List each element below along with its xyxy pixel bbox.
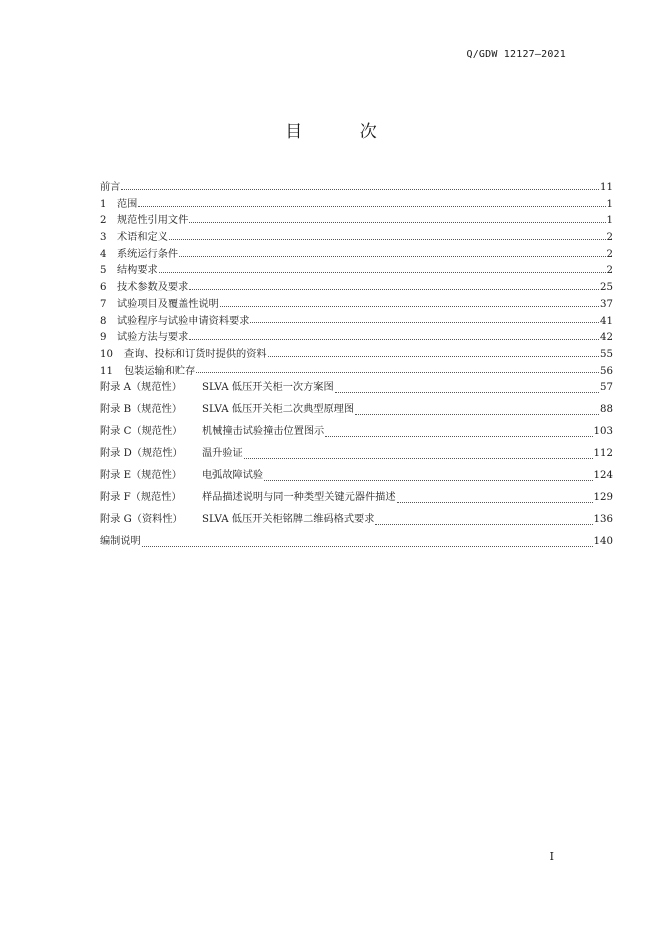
toc-entry-title: 包装运输和贮存 [124, 365, 196, 377]
toc-entry-label [100, 400, 354, 415]
toc-entry[interactable] [100, 488, 613, 510]
toc-entry-page: 41 [600, 315, 613, 327]
toc-entry[interactable] [100, 228, 613, 245]
toc-entry-number: 8 [100, 315, 107, 327]
toc-entry-number: 附录 C（规范性） [100, 426, 183, 438]
toc-entry-label [100, 488, 396, 503]
toc-entry-title: 样品描述说明与同一种类型关键元器件描述 [202, 492, 396, 504]
toc-entry-page: 57 [600, 382, 613, 394]
toc-entry-label [100, 245, 178, 260]
toc-leader-dots [189, 214, 605, 223]
toc-entry[interactable] [100, 400, 613, 422]
toc-entry-title: 温升验证 [202, 448, 243, 460]
toc-entry[interactable] [100, 211, 613, 228]
toc-entry-number: 9 [100, 332, 107, 344]
toc-entry-page: 88 [600, 404, 613, 416]
toc-entry[interactable] [100, 328, 613, 345]
toc-leader-dots [397, 494, 593, 503]
toc-entry-page: 1 [606, 215, 613, 227]
toc-leader-dots [220, 298, 599, 307]
toc-leader-dots [355, 406, 599, 415]
toc-entry-number: 11 [100, 365, 113, 377]
toc-entry-page: 103 [593, 426, 613, 438]
toc-leader-dots [325, 428, 592, 437]
toc-entry-page: 2 [606, 265, 613, 277]
toc-leader-dots [189, 281, 599, 290]
toc-entry-number: 3 [100, 232, 107, 244]
toc-entry-title: 系统运行条件 [117, 248, 179, 260]
toc-entry-page: 140 [593, 536, 613, 548]
toc-leader-dots [142, 538, 593, 547]
toc-entry-page: 136 [593, 514, 613, 526]
toc-entry[interactable] [100, 510, 613, 532]
toc-entry-page: 11 [600, 182, 613, 193]
toc-entry-page: 124 [593, 470, 613, 482]
toc-entry-label [100, 422, 324, 437]
toc-entry-page: 2 [606, 248, 613, 260]
toc-leader-dots [138, 198, 605, 207]
toc-entry-number: 1 [100, 198, 107, 210]
toc-entry-label [100, 211, 188, 226]
toc-entry-page: 55 [600, 348, 613, 360]
toc-entry-page: 37 [600, 298, 613, 310]
toc-entry-label [100, 532, 141, 547]
toc-leader-dots [264, 472, 592, 481]
toc-entry-label [100, 362, 195, 377]
toc-entry-title: 试验程序与试验申请资料要求 [117, 315, 250, 327]
toc-entry-title: SLVA 低压开关柜铭牌二维码格式要求 [202, 514, 375, 526]
toc-entry-number: 附录 E（规范性） [100, 470, 182, 482]
toc-leader-dots [335, 384, 599, 393]
toc-entry-title: 查询、投标和订货时提供的资料 [124, 348, 267, 360]
toc-entry-page: 112 [593, 448, 613, 460]
toc-entry-title: 电弧故障试验 [202, 470, 264, 482]
toc-entry-title: SLVA 低压开关柜一次方案图 [202, 382, 334, 394]
toc-entry-title: 试验项目及覆盖性说明 [117, 298, 219, 310]
toc-entry-page: 25 [600, 282, 613, 294]
document-code: Q/GDW 12127—2021 [466, 49, 566, 60]
toc-entry[interactable] [100, 362, 613, 379]
toc-entry[interactable] [100, 345, 613, 362]
toc-entry-number: 附录 F（规范性） [100, 492, 182, 504]
toc-leader-dots [268, 348, 599, 357]
toc-entry-number: 10 [100, 348, 113, 360]
toc-entry[interactable] [100, 178, 613, 195]
page-number: I [549, 850, 554, 863]
toc-entry[interactable] [100, 532, 613, 554]
toc-entry-page: 56 [600, 365, 613, 377]
toc-entry-title: 试验方法与要求 [117, 332, 189, 344]
toc-entry-number: 附录 D（规范性） [100, 448, 183, 460]
toc-entry-number: 附录 G（资料性） [100, 514, 183, 526]
toc-entry-number: 附录 A（规范性） [100, 382, 182, 394]
toc-entry[interactable] [100, 422, 613, 444]
toc-entry-label [100, 228, 168, 243]
toc-entry-label [100, 378, 334, 393]
toc-leader-dots [244, 450, 593, 459]
toc-entry[interactable] [100, 195, 613, 212]
toc-entry-label [100, 195, 137, 210]
toc-entry-label [100, 328, 188, 343]
toc-entry-label [100, 444, 243, 459]
toc-entry-label [100, 278, 188, 293]
toc-leader-dots [196, 364, 599, 373]
toc-leader-dots [159, 264, 606, 273]
toc-entry[interactable] [100, 378, 613, 400]
toc-leader-dots [375, 516, 592, 525]
toc-entry-title: 结构要求 [117, 265, 158, 277]
toc-entry-page: 129 [593, 492, 613, 504]
toc-entry-number: 4 [100, 248, 107, 260]
toc-entry[interactable] [100, 312, 613, 329]
toc-entry-number: 附录 B（规范性） [100, 404, 183, 416]
toc-entry-label [100, 178, 120, 193]
toc-entry-page: 2 [606, 232, 613, 244]
toc-entry-number: 7 [100, 298, 107, 310]
toc-entry[interactable] [100, 444, 613, 466]
toc-entry-number: 6 [100, 282, 107, 294]
toc-entry[interactable] [100, 295, 613, 312]
toc-entry-title: 规范性引用文件 [117, 215, 189, 227]
toc-leader-dots [189, 331, 599, 340]
toc-leader-dots [169, 231, 606, 240]
table-of-contents [100, 178, 613, 554]
toc-entry-label [100, 345, 267, 360]
toc-entry-title: SLVA 低压开关柜二次典型原理图 [202, 404, 355, 416]
toc-entry-label [100, 295, 219, 310]
toc-entry-label [100, 510, 374, 525]
toc-entry-label [100, 312, 249, 327]
toc-entry-number: 2 [100, 215, 107, 227]
toc-entry[interactable] [100, 278, 613, 295]
toc-entry-title: 术语和定义 [117, 232, 168, 244]
toc-entry-number: 5 [100, 265, 107, 277]
toc-title: 目 次 [285, 122, 403, 142]
toc-leader-dots [250, 314, 599, 323]
toc-leader-dots [179, 248, 605, 257]
toc-entry-title: 编制说明 [100, 536, 141, 548]
toc-entry-label [100, 261, 158, 276]
toc-leader-dots [121, 181, 599, 190]
toc-entry-title: 机械撞击试验撞击位置图示 [202, 426, 325, 438]
toc-entry[interactable] [100, 261, 613, 278]
toc-entry-page: 1 [606, 198, 613, 210]
toc-entry-title: 前言 [100, 182, 121, 193]
toc-entry-page: 42 [600, 332, 613, 344]
toc-entry-label [100, 466, 263, 481]
toc-entry-title: 范围 [117, 198, 138, 210]
toc-entry[interactable] [100, 245, 613, 262]
toc-entry-title: 技术参数及要求 [117, 282, 189, 294]
toc-entry[interactable] [100, 466, 613, 488]
